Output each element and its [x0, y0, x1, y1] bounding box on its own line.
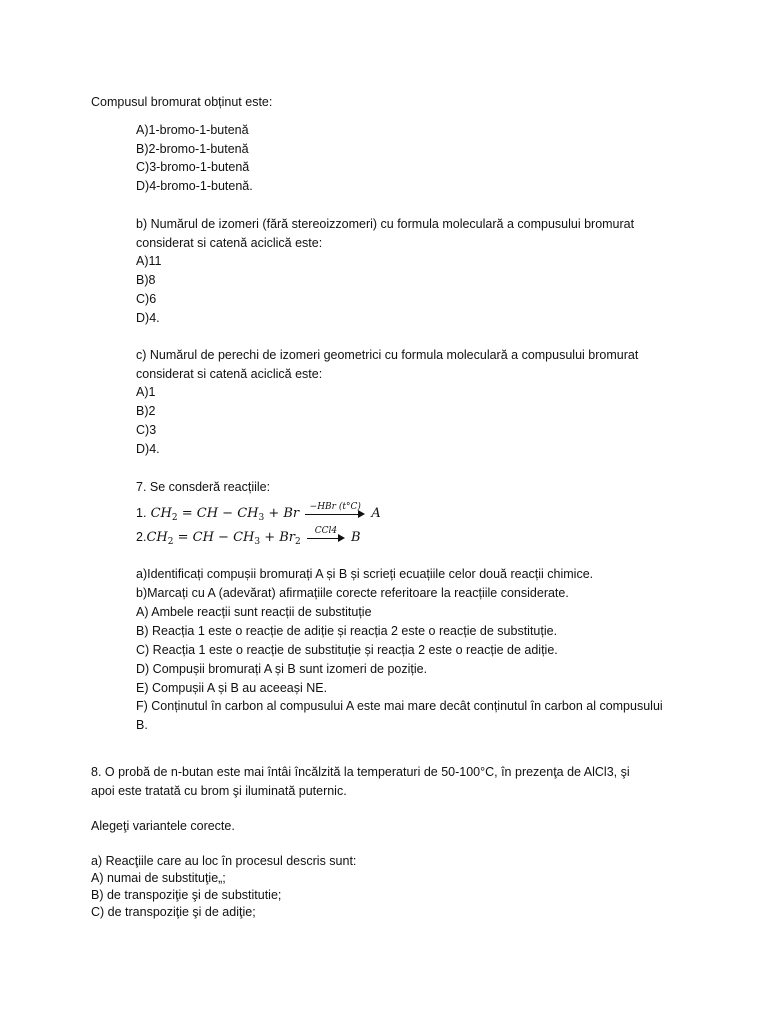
q-c-option-a: A)1 — [136, 385, 156, 399]
option-a: A)1-bromo-1-butenă — [136, 123, 249, 137]
q7-statement-f-cont: B. — [136, 718, 148, 732]
question-c-text: c) Numărul de perechi de izomeri geometrici cu formula moleculară a compusului bromurat — [136, 348, 639, 362]
reaction-arrow: CCl4 — [307, 532, 345, 544]
q7-part-b: b)Marcați cu A (adevărat) afirmațiile corecte referitoare la reacțiile considerate. — [136, 586, 569, 600]
q7-statement-d: D) Compușii bromurați A și B sunt izomeri de poziție. — [136, 662, 428, 676]
question-c-text-cont: considerat si catenă aciclică este: — [136, 367, 323, 381]
intro-question: Compusul bromurat obținut este: — [91, 95, 273, 109]
q7-statement-a: A) Ambele reacții sunt reacții de substituție — [136, 605, 372, 619]
q8-option-c: C) de transpoziţie şi de adiţie; — [91, 905, 256, 919]
q-b-option-d: D)4. — [136, 311, 160, 325]
q8-part-a-heading: a) Reacţiile care au loc în procesul descris sunt: — [91, 854, 357, 868]
option-d: D)4-bromo-1-butenă. — [136, 179, 253, 193]
product-b: B — [351, 530, 361, 545]
q-c-option-d: D)4. — [136, 442, 160, 456]
q7-statement-b: B) Reacția 1 este o reacție de adiție și reacția 2 este o reacție de substituție. — [136, 624, 558, 638]
product-a: A — [371, 506, 381, 521]
q7-part-a: a)Identificați compușii bromurați A și B și scrieți ecuațiile celor două reacții chimice. — [136, 567, 594, 581]
reaction-2: $2.CH_2$ = CH − $CH_3 + Br_2$ CCl4 B — [136, 525, 361, 547]
reaction-2-number: 2. — [136, 530, 147, 544]
q7-statement-e: E) Compușii A și B au aceeași NE. — [136, 681, 328, 695]
option-c: C)3-bromo-1-butenă — [136, 160, 250, 174]
question-7-title: 7. Se consderă reacțiile: — [136, 480, 271, 494]
q8-option-b: B) de transpoziţie şi de substitutie; — [91, 888, 282, 902]
reaction-arrow: −HBr (t°C) — [305, 508, 365, 520]
q-b-option-c: C)6 — [136, 292, 157, 306]
option-b: B)2-bromo-1-butenă — [136, 142, 249, 156]
reaction-1: 1. $CH_2$ = CH − $CH_3 + Br$ −HBr (t°C) A — [136, 501, 381, 523]
q-c-option-b: B)2 — [136, 404, 156, 418]
question-8-line2: apoi este tratată cu brom şi iluminată puternic. — [91, 784, 347, 798]
q7-statement-c: C) Reacția 1 este o reacție de substituție și reacția 2 este o reacție de adiție. — [136, 643, 558, 657]
question-8-line1: 8. O probă de n-butan este mai întâi încălzită la temperaturi de 50-100°C, în prezenţa de AlCl3, şi — [91, 765, 630, 779]
question-b-text-cont: considerat si catenă aciclică este: — [136, 236, 323, 250]
q-c-option-c: C)3 — [136, 423, 157, 437]
q-b-option-a: A)11 — [136, 254, 162, 268]
q8-option-a: A) numai de substituţie„; — [91, 871, 226, 885]
reaction-1-number: 1. — [136, 506, 147, 520]
question-8-instruction: Alegeţi variantele corecte. — [91, 819, 235, 833]
q-b-option-b: B)8 — [136, 273, 156, 287]
q7-statement-f: F) Conținutul în carbon al compusului A este mai mare decât conținutul în carbon al compusului — [136, 699, 663, 713]
question-b-text: b) Numărul de izomeri (fără stereoizzomeri) cu formula moleculară a compusului bromurat — [136, 217, 635, 231]
